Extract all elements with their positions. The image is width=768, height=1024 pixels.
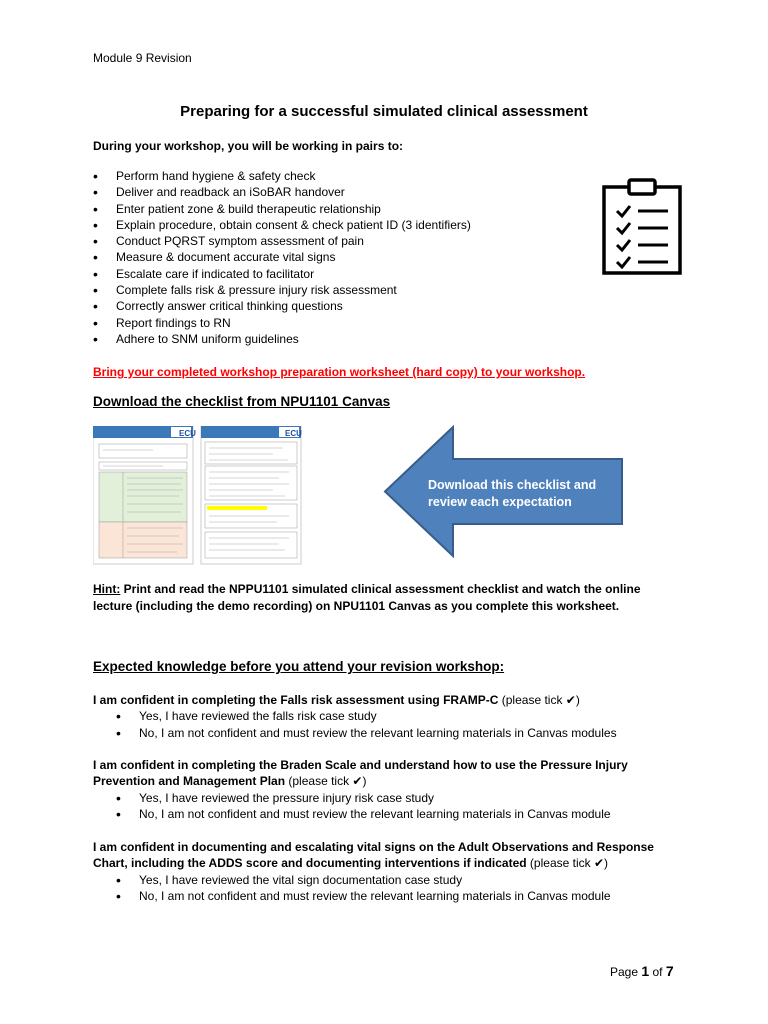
question-tick-note: (please tick ✔) (526, 856, 609, 871)
answer-option-yes[interactable]: • Yes, I have reviewed the vital sign documentation case study (93, 872, 683, 888)
clipboard-checklist-icon (602, 178, 682, 276)
download-heading: Download the checklist from NPU1101 Canvas (93, 394, 391, 409)
answer-option-yes[interactable]: • Yes, I have reviewed the pressure injury risk case study (93, 790, 683, 806)
bring-worksheet-note: Bring your completed workshop preparation worksheet (hard copy) to your workshop. (93, 365, 586, 379)
ecu-logo: ECU (179, 429, 196, 438)
answer-option-no[interactable]: • No, I am not confident and must review the relevant learning materials in Canvas module (93, 888, 683, 904)
page-number: 1 (641, 963, 650, 979)
question-braden-scale (93, 757, 683, 822)
list-item: • Correctly answer critical thinking questions (93, 298, 471, 314)
list-item: • Enter patient zone & build therapeutic relationship (93, 201, 471, 217)
ecu-logo: ECU (285, 429, 302, 438)
question-text: I am confident in documenting and escalating vital signs on the Adult Observations and Response Chart, including the ADDS score and documenting interventions if indicated (93, 840, 654, 871)
list-item: • Escalate care if indicated to facilitator (93, 266, 471, 282)
list-item: • Conduct PQRST symptom assessment of pain (93, 233, 471, 249)
answer-option-yes[interactable]: • Yes, I have reviewed the falls risk case study (93, 708, 683, 724)
knowledge-heading: Expected knowledge before you attend your revision workshop: (93, 659, 505, 674)
question-falls-risk (93, 692, 683, 741)
hint-paragraph (93, 581, 683, 614)
checklist-thumbnail-page-1 (93, 426, 196, 564)
page-header: Module 9 Revision (93, 51, 192, 65)
checklist-thumbnails (93, 426, 303, 566)
question-tick-note: (please tick ✔) (285, 774, 367, 789)
answer-option-no[interactable]: • No, I am not confident and must review the relevant learning materials in Canvas modules (93, 725, 683, 741)
list-item: • Adhere to SNM uniform guidelines (93, 331, 471, 347)
list-item: • Complete falls risk & pressure injury risk assessment (93, 282, 471, 298)
list-item: • Measure & document accurate vital signs (93, 249, 471, 265)
list-item: • Perform hand hygiene & safety check (93, 168, 471, 184)
page-total: 7 (665, 963, 674, 979)
arrow-callout-text: Download this checklist and review each expectation (428, 478, 597, 509)
task-list (93, 168, 471, 347)
list-item: • Report findings to RN (93, 315, 471, 331)
list-item: • Deliver and readback an iSoBAR handover (93, 184, 471, 200)
question-tick-note: (please tick ✔) (498, 693, 580, 707)
hint-label: Hint: (93, 582, 121, 596)
hint-text: Print and read the NPPU1101 simulated clinical assessment checklist and watch the online lecture (including the demo recording) on NPU1101 Canvas as you complete this worksheet. (93, 582, 641, 613)
answer-option-no[interactable]: • No, I am not confident and must review the relevant learning materials in Canvas module (93, 806, 683, 822)
intro-text: During your workshop, you will be working in pairs to: (93, 139, 404, 153)
question-vital-signs (93, 839, 683, 904)
question-text: I am confident in completing the Braden Scale and understand how to use the Pressure Injury Prevention and Management Plan (93, 758, 628, 789)
list-item: • Explain procedure, obtain consent & check patient ID (3 identifiers) (93, 217, 471, 233)
checklist-thumbnail-page-2 (201, 426, 302, 564)
page-footer: Page 1 of 7 (610, 963, 674, 979)
question-text: I am confident in completing the Falls risk assessment using FRAMP-C (93, 693, 499, 707)
page-title: Preparing for a successful simulated clinical assessment (180, 103, 588, 120)
